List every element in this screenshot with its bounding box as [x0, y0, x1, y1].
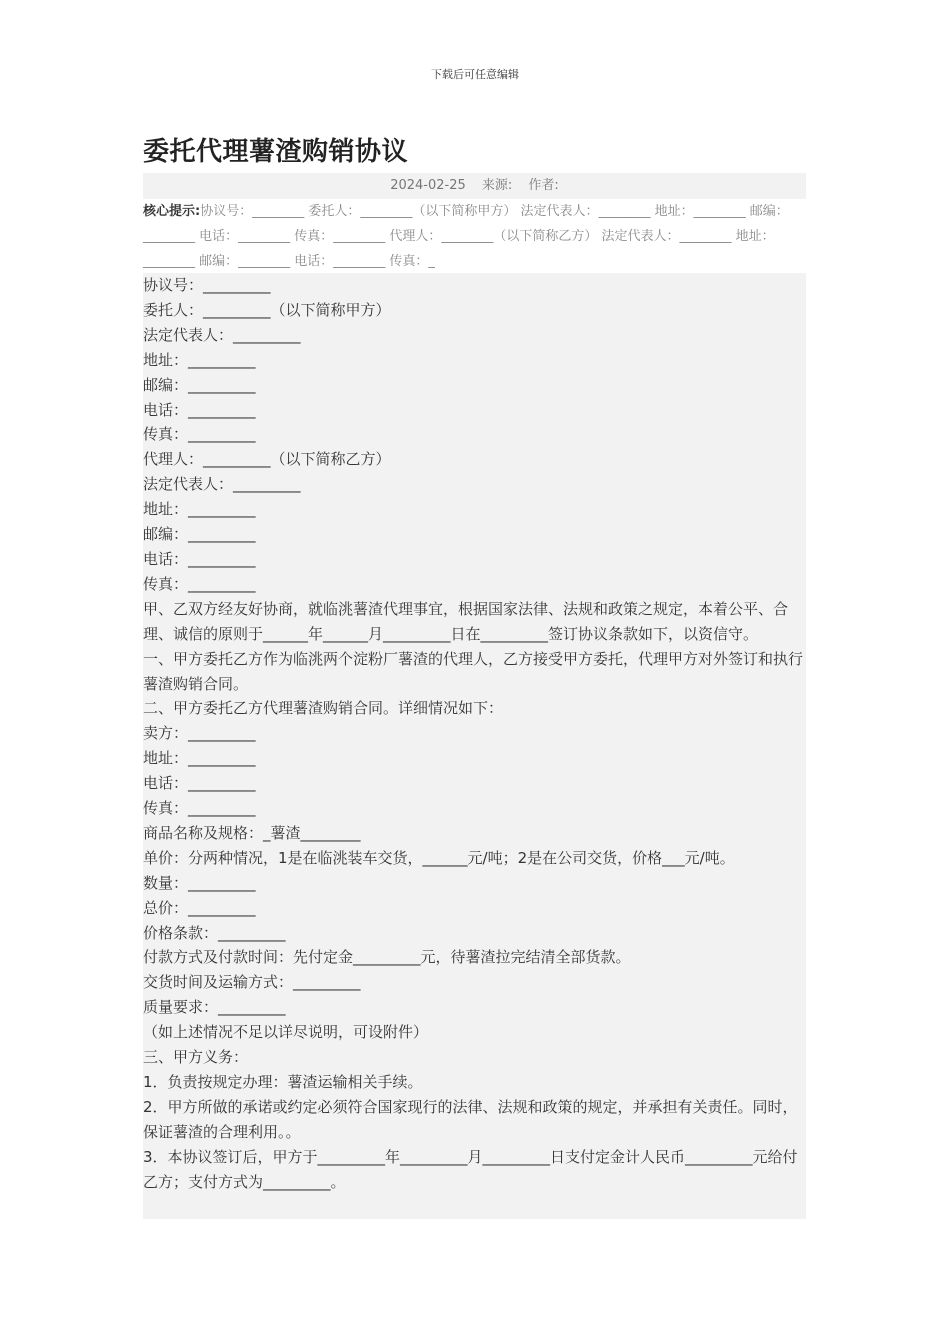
paragraph: 地址：_________: [143, 500, 256, 519]
paragraph: 电话：_________: [143, 549, 256, 568]
paragraph: 甲、乙双方经友好协商，就临洮薯渣代理事宜，根据国家法律、法规和政策之规定，本着公平、合理、诚信的原则于______年______月_________日在_________签订协议条款如下，以资信守。: [143, 599, 789, 643]
document-body: [143, 273, 806, 1219]
download-note: 下载后可任意编辑: [431, 68, 519, 81]
summary-text: 协议号：________ 委托人：________（以下简称甲方） 法定代表人：________ 地址：________ 邮编：________ 电话：________ 传真：________ 代理人：________（以下简称乙方） 法定代表人：________ 地址：________ 邮编：________ 电话：________ 传真：_: [143, 204, 789, 269]
meta-author: 作者:: [528, 178, 559, 193]
paragraph: 价格条款：_________: [143, 923, 286, 942]
meta-source: 来源:: [481, 178, 513, 193]
paragraph: 二、甲方委托乙方代理薯渣购销合同。详细情况如下：: [143, 699, 504, 718]
paragraph: 法定代表人：_________: [143, 475, 301, 494]
paragraph: 法定代表人：_________: [143, 325, 301, 344]
paragraph: 电话：_________: [143, 400, 256, 419]
paragraph: 地址：_________: [143, 749, 256, 768]
paragraph: 一、甲方委托乙方作为临洮两个淀粉厂薯渣的代理人，乙方接受甲方委托，代理甲方对外签订和执行薯渣购销合同。: [143, 649, 804, 693]
document-title: 委托代理薯渣购销协议: [143, 137, 409, 167]
paragraph: 单价：分两种情况，1是在临洮装车交货，______元/吨；2是在公司交货，价格___元/吨。: [143, 848, 735, 867]
paragraph: 数量：_________: [143, 873, 256, 892]
paragraph: 邮编：_________: [143, 375, 256, 394]
paragraph: 总价：_________: [143, 898, 256, 917]
paragraph: 卖方：_________: [143, 724, 256, 743]
paragraph: 商品名称及规格：_薯渣________: [143, 823, 361, 842]
paragraph: 交货时间及运输方式：_________: [143, 973, 361, 992]
paragraph: 3．本协议签订后，甲方于_________年_________月_________日支付定金计人民币_________元给付乙方；支付方式为_________。: [143, 1147, 798, 1191]
meta-date: 2024-02-25: [390, 178, 466, 193]
paragraph: 传真：_________: [143, 799, 256, 818]
paragraph: 代理人：_________（以下简称乙方）: [143, 450, 391, 469]
paragraph: 2．甲方所做的承诺或约定必须符合国家现行的法律、法规和政策的规定，并承担有关责任。同时，保证薯渣的合理利用。。: [143, 1097, 798, 1141]
paragraph: 质量要求：_________: [143, 998, 286, 1017]
paragraph: 委托人：_________（以下简称甲方）: [143, 300, 391, 319]
paragraph: 协议号：_________: [143, 276, 271, 294]
paragraph: 地址：_________: [143, 350, 256, 369]
paragraph: （如上述情况不足以详尽说明，可设附件）: [143, 1023, 429, 1042]
paragraph: 邮编：_________: [143, 525, 256, 544]
paragraph: 电话：_________: [143, 774, 256, 793]
summary: [143, 199, 806, 274]
paragraph: 1．负责按规定办理：薯渣运输相关手续。: [143, 1073, 423, 1091]
summary-label: 核心提示:: [143, 204, 201, 219]
paragraph: 付款方式及付款时间：先付定金_________元，待薯渣拉完结清全部货款。: [143, 948, 631, 967]
paragraph: 传真：_________: [143, 574, 256, 593]
paragraph: 传真：_________: [143, 425, 256, 444]
paragraph: 三、甲方义务：: [143, 1048, 249, 1067]
meta-bar: [143, 173, 806, 199]
